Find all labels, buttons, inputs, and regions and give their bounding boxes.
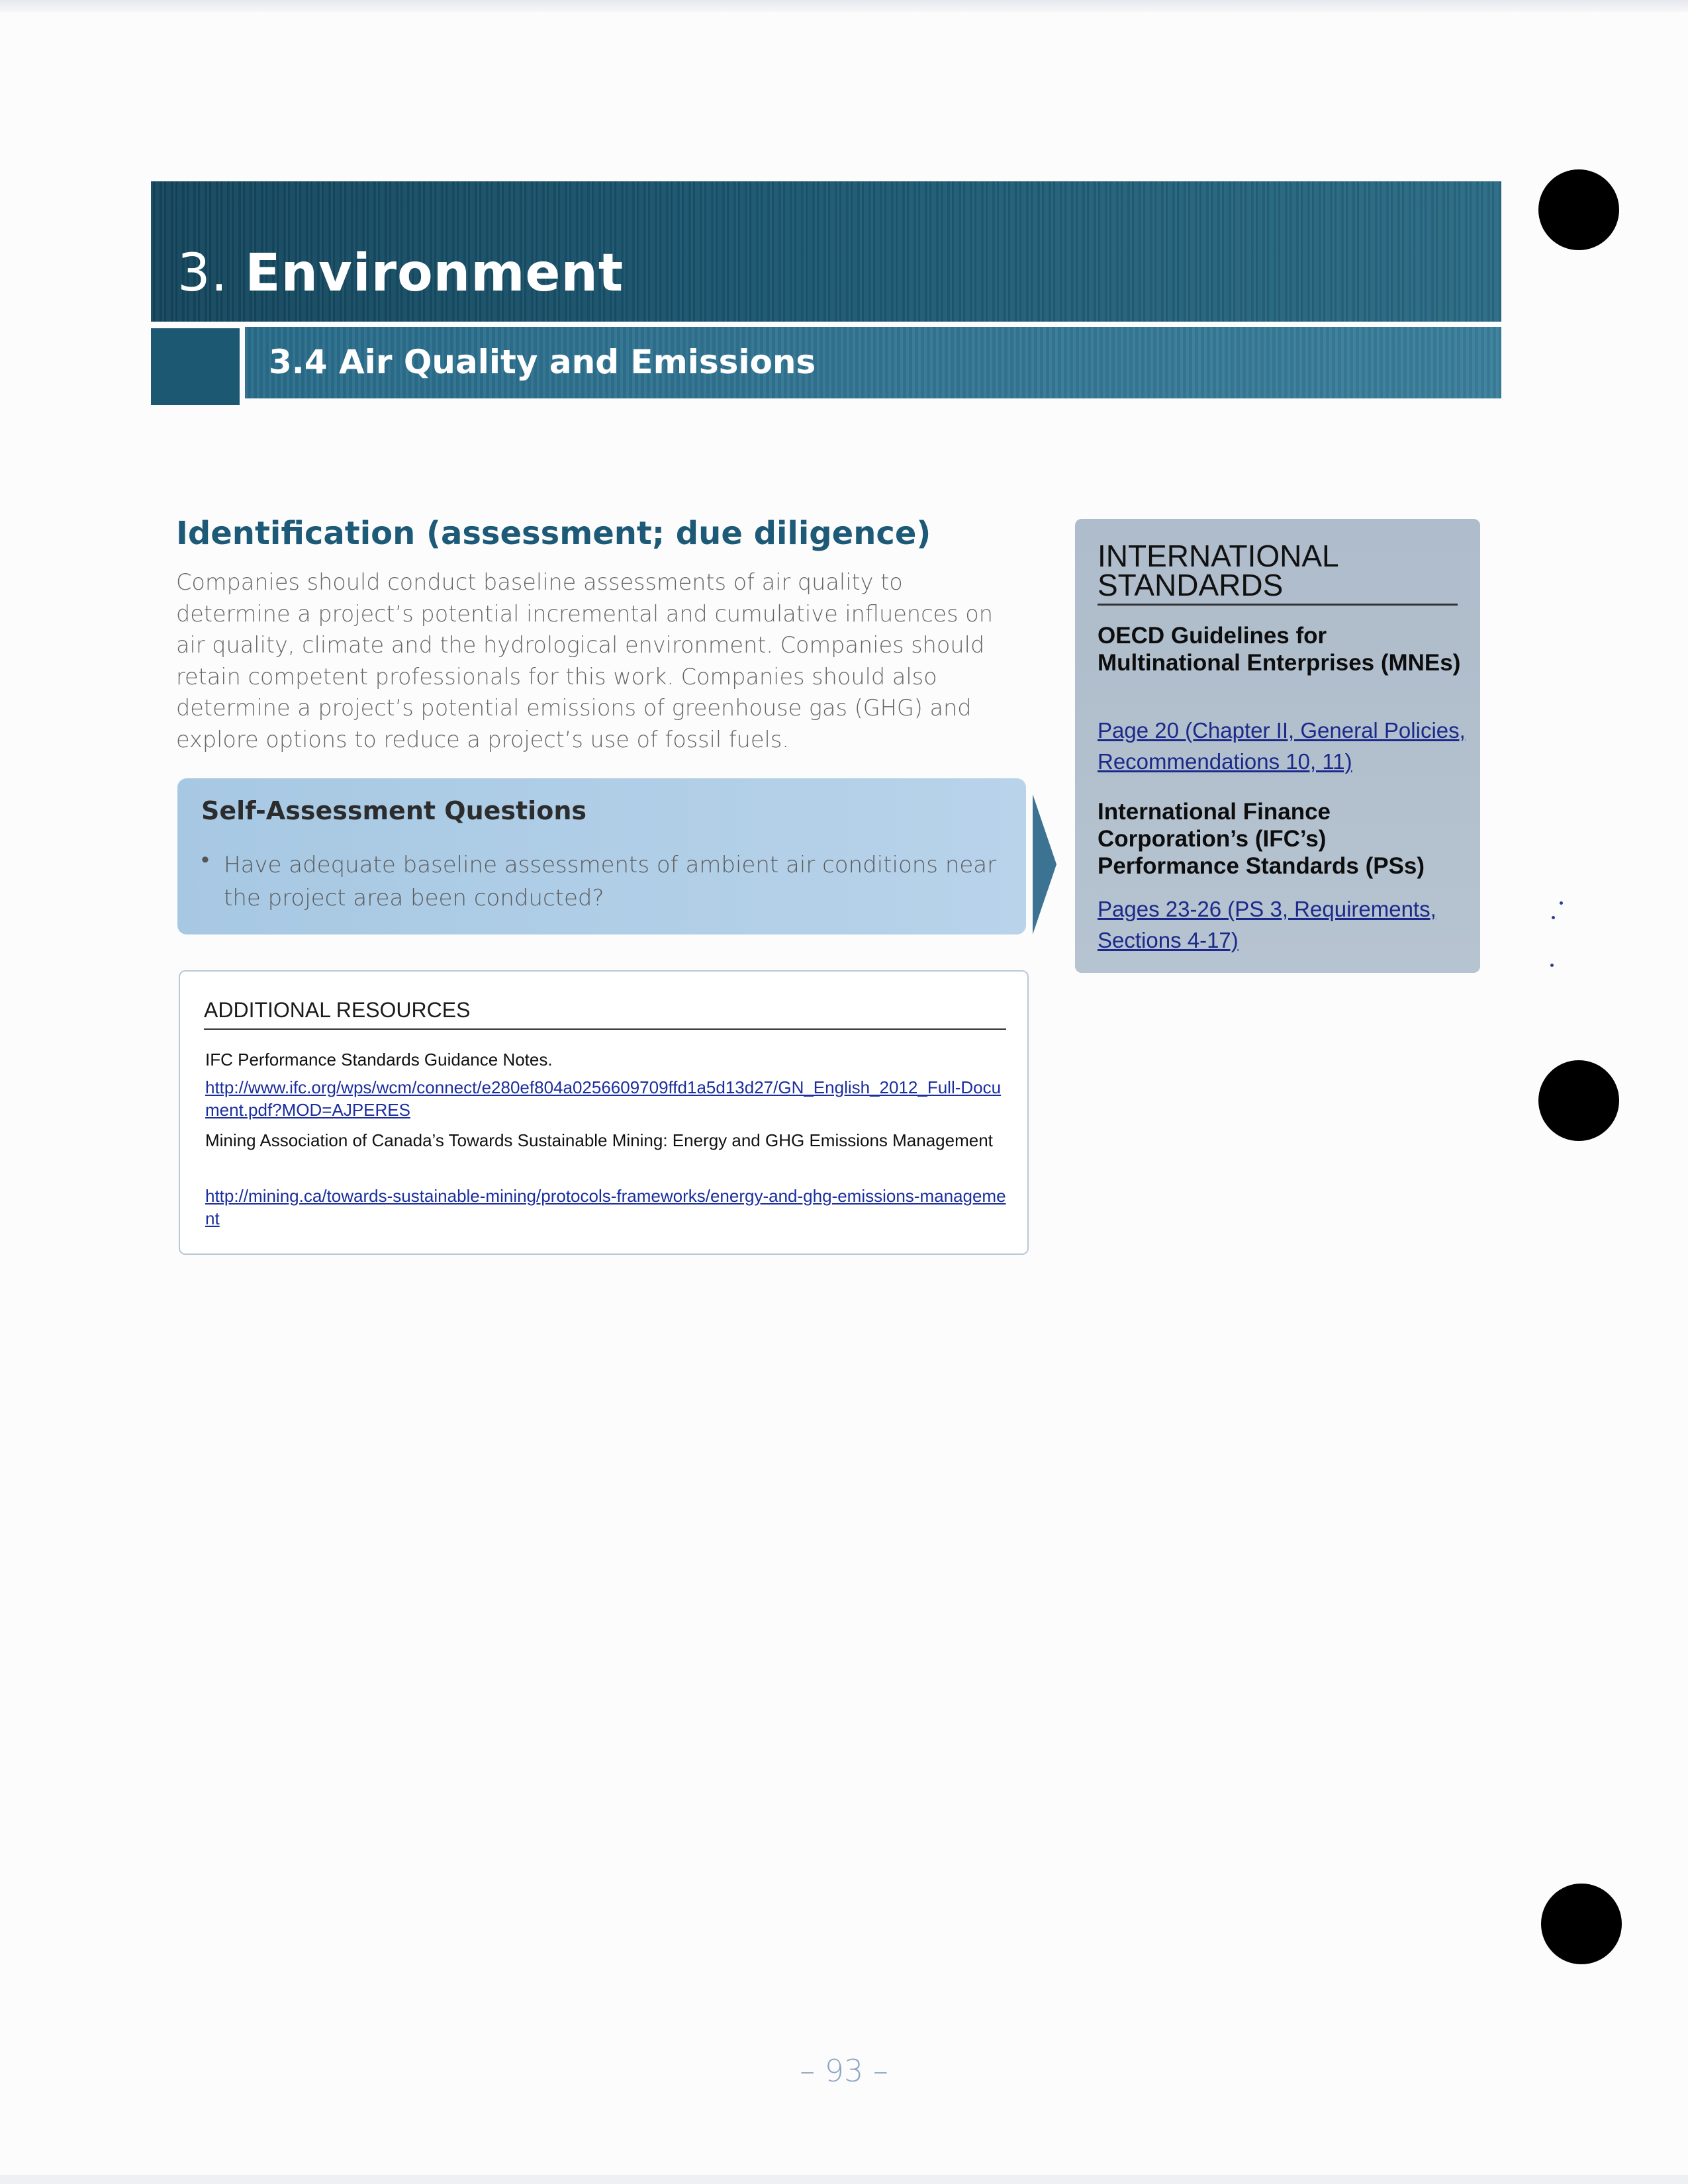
- resource-link-mining[interactable]: http://mining.ca/towards-sustainable-mining/protocols-frameworks/energy-and-ghg-emissions-management: [205, 1186, 1006, 1228]
- international-standards-title: INTERNATIONAL STANDARDS: [1098, 539, 1338, 602]
- divider: [204, 1028, 1006, 1030]
- section-title: 3.4 Air Quality and Emissions: [269, 343, 816, 381]
- divider: [1098, 604, 1458, 606]
- identification-body: Companies should conduct baseline assessments of air quality to determine a project’s potential incremental and cumulative influences on air quality, climate and the hydrological environment. Companies should retain competent professionals for this work. Companies should also determine a project’s potential emissions of greenhouse gas (GHG) and explore options to reduce a project’s use of fossil fuels.: [176, 569, 993, 752]
- self-assessment-question: Have adequate baseline assessments of ambient air conditions near the project area been conducted?: [224, 852, 997, 911]
- chapter-banner: [151, 181, 1501, 322]
- scan-speck: [1550, 964, 1554, 967]
- resource-link-container: [205, 1076, 1013, 1121]
- resource-link-container: [205, 1185, 1013, 1230]
- scan-speck: [1560, 901, 1563, 905]
- chapter-number: 3.: [177, 244, 228, 303]
- section-bar-accent: [151, 328, 240, 405]
- pointer-arrow-icon: [1033, 794, 1056, 934]
- identification-heading: Identification (assessment; due diligence): [176, 515, 931, 552]
- scan-speck: [1552, 916, 1555, 919]
- resource-text: Mining Association of Canada’s Towards Sustainable Mining: Energy and GHG Emissions Management: [205, 1130, 993, 1150]
- page-number: – 93 –: [800, 2053, 888, 2089]
- chapter-title: [177, 244, 624, 303]
- resource-link-ifc[interactable]: http://www.ifc.org/wps/wcm/connect/e280ef804a0256609709ffd1a5d13d27/GN_English_2012_Full-Document.pdf?MOD=AJPERES: [205, 1077, 1002, 1120]
- binder-hole-bottom: [1541, 1884, 1622, 1964]
- section-bar: [245, 327, 1501, 398]
- additional-resources-box: [179, 970, 1029, 1255]
- standard-link-ifc[interactable]: Pages 23-26 (PS 3, Requirements, Sections 4-17): [1098, 897, 1436, 952]
- binder-hole-middle: [1538, 1060, 1619, 1141]
- standard-org: International Finance Corporation’s (IFC’s) Performance Standards (PSs): [1098, 799, 1425, 879]
- standard-org: OECD Guidelines for Multinational Enterprises (MNEs): [1098, 623, 1461, 676]
- resource-text: IFC Performance Standards Guidance Notes.: [205, 1050, 553, 1069]
- bullet-icon: •: [201, 847, 209, 872]
- self-assessment-title: Self-Assessment Questions: [201, 796, 586, 825]
- binder-hole-top: [1538, 169, 1619, 250]
- additional-resources-title: ADDITIONAL RESOURCES: [204, 998, 471, 1022]
- standard-link-oecd[interactable]: Page 20 (Chapter II, General Policies, Recommendations 10, 11): [1098, 718, 1466, 774]
- international-standards-box: [1075, 519, 1480, 973]
- self-assessment-box: [177, 778, 1026, 934]
- chapter-name: Environment: [245, 244, 624, 303]
- scan-bottom-edge: [0, 2175, 1688, 2184]
- scan-top-edge: [0, 0, 1688, 12]
